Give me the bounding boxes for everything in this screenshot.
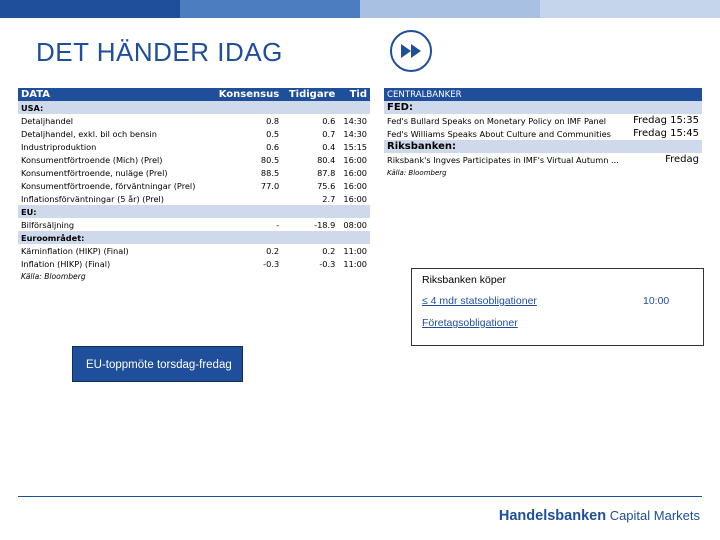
event-time: Fredag [665,154,699,165]
consensus-value: -0.3 [263,258,280,269]
top-color-bar [0,0,720,18]
previous-value: 0.7 [322,128,336,139]
release-time: 14:30 [343,115,367,126]
table-row [384,114,702,127]
table-row [18,257,370,270]
release-time: 11:00 [343,245,367,256]
consensus-value: 77.0 [260,180,280,191]
cb-source-row [384,166,702,179]
top-bar-segment-2 [180,0,360,18]
previous-value: -18.9 [314,219,336,230]
consensus-value: 88.5 [260,167,280,178]
col-konsensus: Konsensus [211,88,282,101]
table-row [18,179,370,192]
event-time: Fredag 15:35 [633,115,699,126]
cb-source: Källa: Bloomberg [387,168,447,177]
release-time: 16:00 [343,193,367,204]
cb-header: CENTRALBANKER [384,88,702,101]
table-row [18,114,370,127]
section-row [18,205,370,218]
government-bonds-time: 10:00 [643,295,670,307]
consensus-value [211,192,282,205]
release-time: 11:00 [343,258,367,269]
indicator-name: Konsumentförtroende, förväntningar (Prel) [21,180,196,191]
section-label: USA: [18,101,370,114]
consensus-value: 0.5 [266,128,280,139]
cb-section-riksbank [384,140,702,153]
event-name: Riksbank's Ingves Participates in IMF's Virtual Autumn ... [387,154,619,165]
cb-table-header [384,88,702,101]
previous-value: 87.8 [317,167,336,178]
footer-divider [18,496,702,497]
indicator-name: Inflationsförväntningar (5 år) (Prel) [21,193,164,204]
indicator-name: Konsumentförtroende, nuläge (Prel) [21,167,168,178]
consensus-value: 80.5 [260,154,280,165]
logo-bold-text: Handelsbanken [498,508,607,524]
table-row [18,140,370,153]
previous-value: 75.6 [317,180,336,191]
data-source: Källa: Bloomberg [21,272,86,281]
data-table-header [18,88,370,101]
top-bar-segment-4 [540,0,720,18]
government-bonds-link[interactable]: ≤ 4 mdr statsobligationer [422,295,537,307]
indicator-name: Detaljhandel [21,115,74,126]
consensus-value: 0.6 [266,141,280,152]
riksbank-label: Riksbanken: [384,140,702,153]
corporate-bonds-link[interactable]: Företagsobligationer [422,317,518,329]
eu-summit-box: EU-toppmöte torsdag-fredag [72,346,243,382]
section-row [18,231,370,244]
top-bar-segment-3 [360,0,540,18]
col-tid: Tid [338,88,370,101]
indicator-name: Kärninflation (HIKP) (Final) [21,245,129,256]
previous-value: 2.7 [322,193,336,204]
consensus-value: 0.8 [266,115,280,126]
release-time: 08:00 [343,219,367,230]
logo-rest-text: Capital Markets [609,508,700,523]
event-name: Fed's Williams Speaks About Culture and Communities [387,128,611,139]
previous-value: 0.6 [322,115,336,126]
table-row [18,218,370,231]
indicator-name: Industriproduktion [21,141,97,152]
col-tidigare: Tidigare [282,88,338,101]
cb-section-fed [384,101,702,114]
table-row [18,166,370,179]
central-bank-table [384,88,702,179]
release-time: 16:00 [343,180,367,191]
consensus-value: 0.2 [266,245,280,256]
fast-forward-glyph [399,43,423,59]
indicator-name: Konsumentförtroende (Mich) (Prel) [21,154,163,165]
section-label: Euroområdet: [18,231,370,244]
release-time: 15:15 [343,141,367,152]
previous-value: -0.3 [319,258,336,269]
previous-value: 80.4 [317,154,336,165]
riksbank-purchase-box [411,268,704,346]
consensus-value: - [276,219,280,230]
section-row [18,101,370,114]
col-data: DATA [18,88,211,101]
event-time: Fredag 15:45 [633,128,699,139]
indicator-name: Inflation (HIKP) (Final) [21,258,111,269]
indicator-name: Bilförsäljning [21,219,75,230]
handelsbanken-logo [499,508,700,524]
section-label: EU: [18,205,370,218]
table-row [18,153,370,166]
release-time: 14:30 [343,128,367,139]
page-title: DET HÄNDER IDAG [36,37,283,67]
indicator-name: Detaljhandel, exkl. bil och bensin [21,128,157,139]
top-bar-segment-1 [0,0,180,18]
table-row [384,153,702,166]
release-time: 16:00 [343,167,367,178]
previous-value: 0.4 [322,141,336,152]
event-name: Fed's Bullard Speaks on Monetary Policy on IMF Panel [387,115,607,126]
data-table [18,88,370,283]
release-time: 16:00 [343,154,367,165]
data-source-row [18,270,370,283]
table-row [18,127,370,140]
riksbank-box-title: Riksbanken köper [422,274,507,286]
table-row [18,244,370,257]
fed-label: FED: [384,101,702,114]
previous-value: 0.2 [322,245,336,256]
table-row [18,192,370,205]
fast-forward-icon[interactable] [390,30,432,72]
table-row [384,127,702,140]
